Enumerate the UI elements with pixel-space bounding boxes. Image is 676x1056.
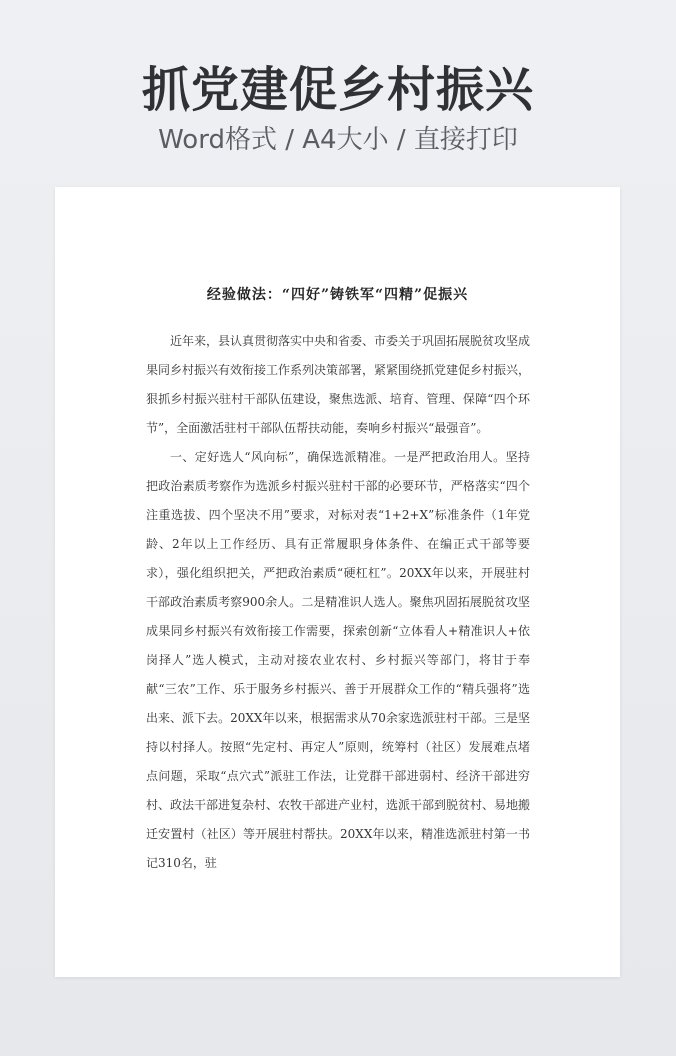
document-title: 经验做法：“四好”铸铁军“四精”促振兴 xyxy=(206,287,469,303)
paragraph-section-one: 一、定好选人“风向标”，确保选派精准。一是严把政治用人。坚持把政治素质考察作为选派乡村振兴驻村干部的必要环节，严格落实“四个注重选拔、四个坚决不用”要求，对标对表“1+2+X”标准条件（1年党龄、2年以上工作经历、具有正常履职身体条件、在编正式干部等要求），强化组织把关，严把政治素质“硬杠杠”。20XX年以来，开展驻村干部政治素质考察900余人。二是精准识人选人。聚焦巩固拓展脱贫攻坚成果同乡村振兴有效衔接工作需要，探索创新“立体看人+精准识人+依岗择人”选人模式，主动对接农业农村、乡村振兴等部门，将甘于奉献“三农”工作、乐于服务乡村振兴、善于开展群众工作的“精兵强将”选出来、派下去。20XX年以来，根据需求从70余家选派驻村干部。三是坚持以村择人。按照“先定村、再定人”原则，统筹村（社区）发展难点堵点问题，采取“点穴式”派驻工作法，让党群干部进弱村、经济干部进穷村、政法干部进复杂村、农牧干部进产业村，选派干部到脱贫村、易地搬迁安置村（社区）等开展驻村帮扶。20XX年以来，精准选派驻村第一书记310名，驻 xyxy=(146,450,531,870)
document-page xyxy=(55,187,620,977)
document-body xyxy=(146,327,530,878)
banner-header xyxy=(0,60,676,156)
paragraph-intro: 近年来，县认真贯彻落实中央和省委、市委关于巩固拓展脱贫攻坚成果同乡村振兴有效衔接工作系列决策部署，紧紧围绕抓党建促乡村振兴，狠抓乡村振兴驻村干部队伍建设，聚焦选派、培育、管理、保障“四个环节”，全面激活驻村干部队伍帮扶动能，奏响乡村振兴“最强音”。 xyxy=(146,334,531,435)
banner-subtitle: Word格式 / A4大小 / 直接打印 xyxy=(158,125,518,155)
banner-title: 抓党建促乡村振兴 xyxy=(141,62,534,118)
